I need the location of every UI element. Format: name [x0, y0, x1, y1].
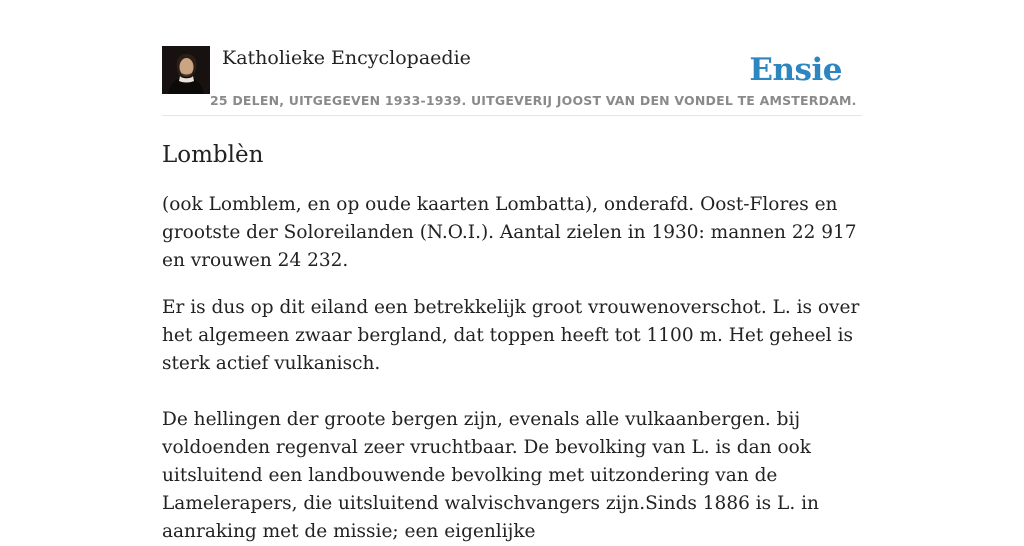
source-subtitle: 25 DELEN, UITGEGEVEN 1933-1939. UITGEVERIJ JOOST VAN DEN VONDEL TE AMSTERDAM.: [210, 93, 857, 108]
article-paragraph-1: (ook Lomblem, en op oude kaarten Lombatta), onderafd. Oost-Flores en grootste der Soloreilanden (N.O.I.). Aantal zielen in 1930: mannen 22 917 en vrouwen 24 232.: [162, 194, 857, 271]
source-avatar[interactable]: [162, 46, 210, 94]
brand-logo[interactable]: Ensie: [749, 52, 842, 88]
portrait-icon: [162, 46, 210, 94]
article-title: Lomblèn: [162, 142, 264, 168]
page: [162, 0, 862, 546]
source-title[interactable]: Katholieke Encyclopaedie: [222, 47, 471, 69]
article-paragraph-3: De hellingen der groote bergen zijn, evenals alle vulkaanbergen. bij voldoenden regenval zeer vruchtbaar. De bevolking van L. is dan ook uitsluitend een landbouwende bevolking met uitzondering van de Lamelerapers, die uitsluitend walvischvangers zijn.Sinds 1886 is L. in aanraking met de missie; een eigenlijke: [162, 409, 819, 542]
article-paragraph-2: Er is dus op dit eiland een betrekkelijk groot vrouwenoverschot. L. is over het algemeen zwaar bergland, dat toppen heeft tot 1100 m. Het geheel is sterk actief vulkanisch.: [162, 297, 860, 374]
source-header: [162, 46, 862, 116]
